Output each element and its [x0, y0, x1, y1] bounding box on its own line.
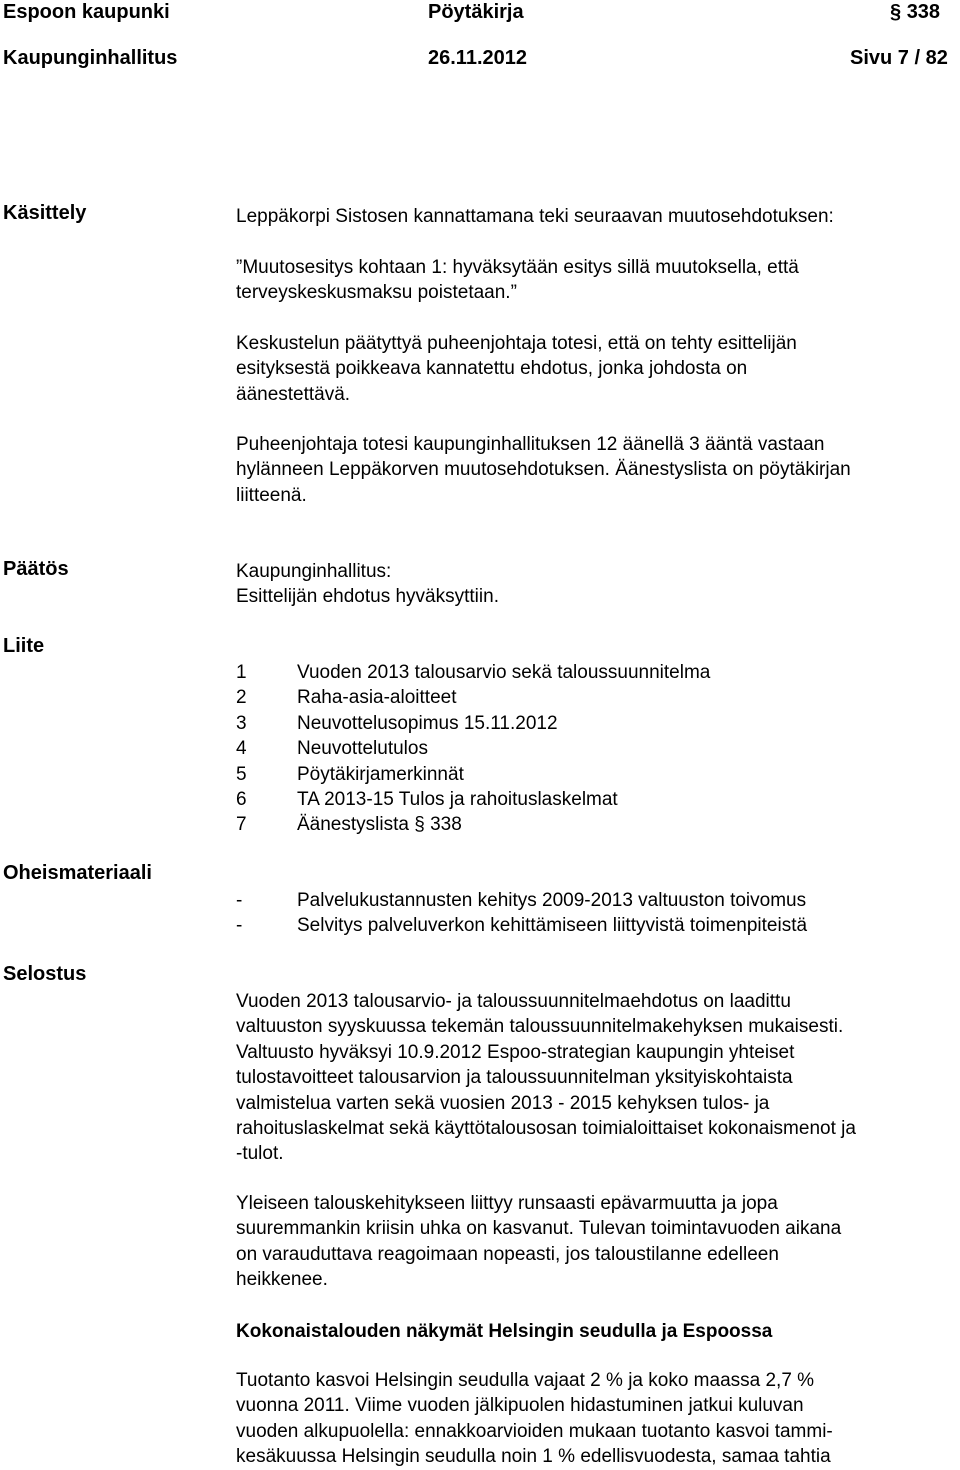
kasittely-vote	[236, 432, 958, 508]
selostus-p3-line: vuonna 2011. Viime vuoden jälkipuolen hidastuminen jatkui kuluvan	[236, 1395, 804, 1417]
selostus-p1-line: rahoituslaskelmat sekä käyttötalousosan toimialoittaiset kokonaismenot ja	[236, 1118, 856, 1140]
list-item	[236, 660, 710, 685]
page-number: Sivu 7 / 82	[850, 47, 948, 69]
kasittely-discussion-line-1: Keskustelun päätyttyä puheenjohtaja totesi, että on tehty esittelijän	[236, 333, 797, 354]
label-oheismateriaali: Oheismateriaali	[3, 862, 152, 884]
selostus-p1-line: Vuoden 2013 talousarvio- ja taloussuunnitelmaehdotus on laadittu	[236, 991, 791, 1012]
liite-item-number: 5	[236, 763, 247, 785]
oheismateriaali-list	[236, 888, 807, 939]
kasittely-quote-line-1: ”Muutosesitys kohtaan 1: hyväksytään esitys sillä muutoksella, että	[236, 257, 799, 278]
selostus-p3-line: kesäkuussa Helsingin seudulla noin 1 % edellisvuodesta, samaa tahtia	[236, 1446, 831, 1468]
paatos-line-1: Kaupunginhallitus:	[236, 561, 392, 582]
kasittely-quote	[236, 255, 958, 306]
oheismateriaali-item-text: Selvitys palveluverkon kehittämiseen liittyvistä toimenpiteistä	[297, 915, 808, 937]
section-symbol: §	[890, 1, 902, 23]
selostus-p3-line: Tuotanto kasvoi Helsingin seudulla vajaat 2 % ja koko maassa 2,7 %	[236, 1370, 815, 1391]
selostus-p2-line: on varauduttava reagoimaan nopeasti, jos taloustilanne edelleen	[236, 1243, 779, 1265]
selostus-p1-line: -tulot.	[236, 1143, 284, 1165]
kasittely-vote-line-1: Puheenjohtaja totesi kaupunginhallituksen 12 äänellä 3 ääntä vastaan	[236, 434, 825, 455]
document-type: Pöytäkirja	[428, 1, 524, 23]
bullet: -	[236, 890, 243, 911]
kasittely-discussion-line-3: äänestettävä.	[236, 383, 351, 405]
liite-item-text: TA 2013-15 Tulos ja rahoituslaskelmat	[297, 789, 618, 811]
kasittely-intro-line: Leppäkorpi Sistosen kannattamana teki seuraavan muutosehdotuksen:	[236, 206, 834, 227]
org-name: Espoon kaupunki	[3, 1, 170, 23]
list-item	[236, 762, 710, 787]
list-item	[236, 736, 710, 761]
kasittely-vote-line-2: hylänneen Leppäkorven muutosehdotuksen. Äänestyslista on pöytäkirjan	[236, 459, 851, 481]
kasittely-intro	[236, 204, 958, 229]
list-item	[236, 787, 710, 812]
liite-item-number: 3	[236, 712, 247, 734]
selostus-heading	[236, 1319, 958, 1344]
section-number	[890, 1, 940, 24]
liite-item-number: 7	[236, 814, 247, 836]
paatos-line-2: Esittelijän ehdotus hyväksyttiin.	[236, 586, 499, 608]
liite-item-text: Äänestyslista § 338	[297, 814, 462, 836]
liite-item-number: 6	[236, 789, 247, 811]
liite-item-number: 1	[236, 662, 247, 683]
selostus-paragraph-2	[236, 1191, 958, 1293]
liite-item-text: Pöytäkirjamerkinnät	[297, 763, 464, 785]
label-kasittely: Käsittely	[3, 202, 87, 224]
liite-item-text: Neuvottelusopimus 15.11.2012	[297, 712, 558, 734]
label-selostus: Selostus	[3, 963, 87, 985]
list-item	[236, 685, 710, 710]
kasittely-vote-line-3: liitteenä.	[236, 484, 307, 506]
label-paatos: Päätös	[3, 558, 69, 580]
label-liite: Liite	[3, 635, 45, 657]
list-item	[236, 888, 807, 913]
section-number-value: 338	[906, 1, 941, 23]
body-name: Kaupunginhallitus	[3, 47, 178, 69]
liite-list	[236, 660, 710, 838]
kasittely-discussion-line-2: esityksestä poikkeava kannatettu ehdotus, jonka johdosta on	[236, 358, 748, 380]
selostus-p2-line: suuremmankin kriisin uhka on kasvanut. Tulevan toimintavuoden aikana	[236, 1218, 842, 1240]
selostus-p1-line: valtuuston syyskuussa tekemän taloussuunnitelmakehyksen mukaisesti.	[236, 1016, 844, 1038]
selostus-paragraph-1	[236, 989, 958, 1167]
liite-item-number: 2	[236, 687, 247, 709]
selostus-p1-line: tulostavoitteet talousarvion ja taloussuunnitelman yksityiskohtaista	[236, 1067, 793, 1089]
list-item	[236, 711, 710, 736]
meeting-date: 26.11.2012	[428, 47, 527, 69]
selostus-paragraph-3	[236, 1368, 958, 1470]
section-heading: Kokonaistalouden näkymät Helsingin seudulla ja Espoossa	[236, 1321, 773, 1342]
liite-item-text: Vuoden 2013 talousarvio sekä taloussuunnitelma	[297, 662, 711, 683]
list-item	[236, 913, 807, 938]
selostus-p2-line: Yleiseen talouskehitykseen liittyy runsaasti epävarmuutta ja jopa	[236, 1193, 778, 1214]
selostus-p1-line: Valtuusto hyväksyi 10.9.2012 Espoo-strategian kaupungin yhteiset	[236, 1041, 795, 1063]
liite-item-number: 4	[236, 738, 247, 760]
selostus-p2-line: heikkenee.	[236, 1269, 328, 1291]
list-item	[236, 812, 710, 837]
kasittely-discussion	[236, 331, 958, 407]
paatos-text	[236, 559, 958, 610]
bullet: -	[236, 915, 243, 937]
liite-item-text: Neuvottelutulos	[297, 738, 428, 760]
kasittely-quote-line-2: terveyskeskusmaksu poistetaan.”	[236, 282, 517, 304]
liite-item-text: Raha-asia-aloitteet	[297, 687, 457, 709]
selostus-p3-line: vuoden alkupuolella: ennakkoarvioiden mukaan tuotanto kasvoi tammi-	[236, 1420, 833, 1442]
oheismateriaali-item-text: Palvelukustannusten kehitys 2009-2013 valtuuston toivomus	[297, 890, 807, 911]
selostus-p1-line: valmistelua varten sekä vuosien 2013 - 2015 kehyksen tulos- ja	[236, 1092, 770, 1114]
